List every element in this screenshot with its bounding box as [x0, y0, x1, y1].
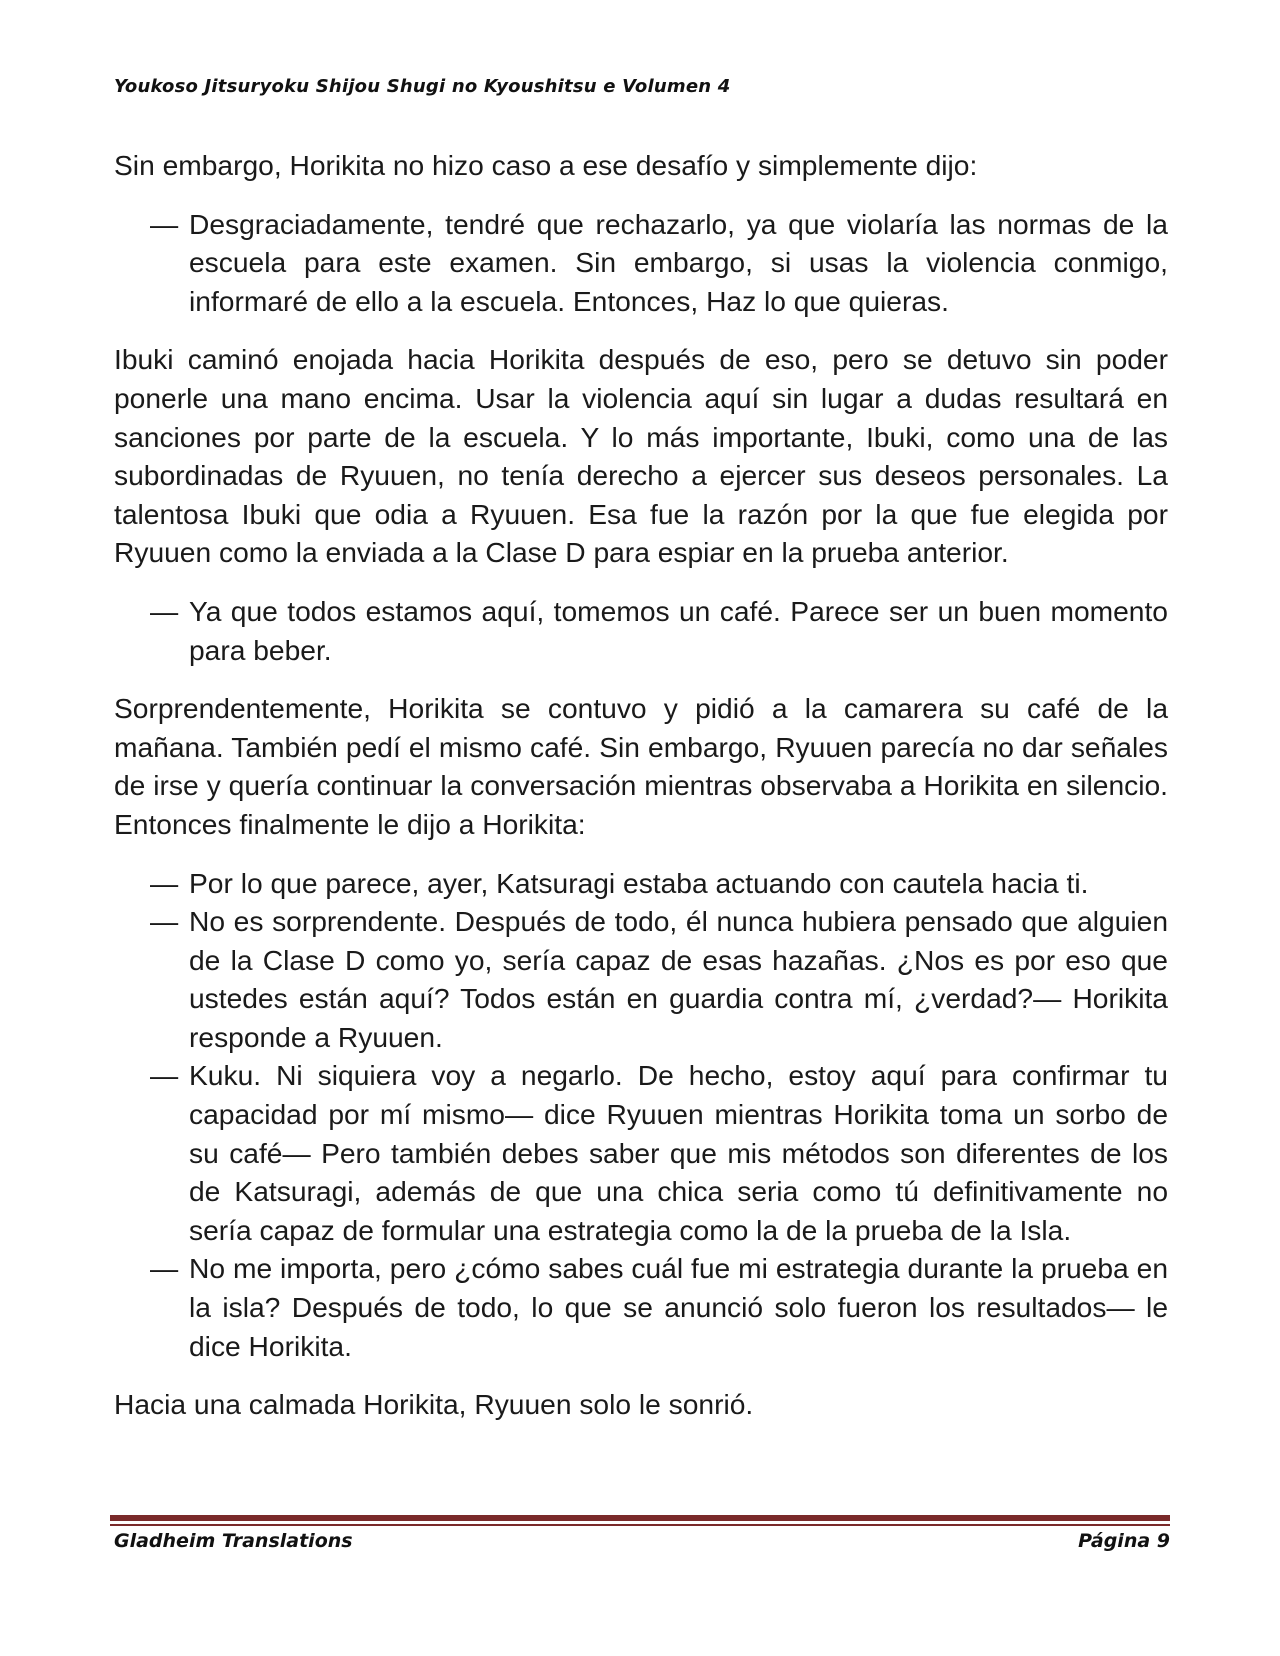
- paragraph: Sin embargo, Horikita no hizo caso a ese desafío y simplemente dijo:: [114, 149, 978, 181]
- em-dash: —: [150, 1059, 179, 1092]
- paragraph: Hacia una calmada Horikita, Ryuuen solo le sonrió.: [114, 1388, 754, 1421]
- page-body: [114, 146, 1168, 1444]
- dialogue-line: [114, 205, 1168, 321]
- page-number: Página 9: [1078, 1530, 1170, 1552]
- paragraph: Ibuki caminó enojada hacia Horikita después de eso, pero se detuvo sin poder ponerle una mano encima. Usar la violencia aquí sin lugar a dudas resultará en sanciones por parte de la escuela. Y lo más importante, Ibuki, como una de las subordinadas de Ryuuen, no tenía derecho a ejercer sus deseos personales. La talentosa Ibuki que odia a Ryuuen. Esa fue la razón por la que fue elegida por Ryuuen como la enviada a la Clase D para espiar en la prueba anterior.: [114, 343, 1168, 569]
- dialogue-line: [114, 592, 1168, 669]
- running-header: Youkoso Jitsuryoku Shijou Shugi no Kyoushitsu e Volumen 4: [114, 76, 731, 97]
- footer-translator: Gladheim Translations: [114, 1530, 353, 1552]
- em-dash: —: [150, 594, 179, 627]
- paragraph: Sorprendentemente, Horikita se contuvo y pidió a la camarera su café de la mañana. También pedí el mismo café. Sin embargo, Ryuuen parecía no dar señales de irse y quería continuar la conversación mientras observaba a Horikita en silencio. Entonces finalmente le dijo a Horikita:: [114, 692, 1168, 840]
- dialogue-line: [114, 864, 1168, 903]
- em-dash: —: [150, 905, 179, 938]
- dialogue-block: [114, 592, 1168, 669]
- dialogue-line: [114, 1056, 1168, 1249]
- dialogue-block: [114, 864, 1168, 1366]
- dialogue-text: No es sorprendente. Después de todo, él nunca hubiera pensado que alguien de la Clase D como yo, sería capaz de esas hazañas. ¿Nos es por eso que ustedes están aquí? Todos están en guardia contra mí, ¿verdad?— Horikita responde a Ryuuen.: [189, 905, 1168, 1053]
- dialogue-line: [114, 902, 1168, 1056]
- footer-rule-thin: [110, 1524, 1170, 1526]
- dialogue-text: No me importa, pero ¿cómo sabes cuál fue mi estrategia durante la prueba en la isla? Después de todo, lo que se anunció solo fueron los resultados— le dice Horikita.: [189, 1252, 1168, 1362]
- em-dash: —: [150, 1252, 179, 1285]
- dialogue-text: Por lo que parece, ayer, Katsuragi estaba actuando con cautela hacia ti.: [189, 866, 1089, 899]
- dialogue-text: Ya que todos estamos aquí, tomemos un café. Parece ser un buen momento para beber.: [189, 594, 1168, 666]
- dialogue-text: Desgraciadamente, tendré que rechazarlo, ya que violaría las normas de la escuela para este examen. Sin embargo, si usas la violencia conmigo, informaré de ello a la escuela. Entonces, Haz lo que quieras.: [189, 207, 1168, 317]
- dialogue-text: Kuku. Ni siquiera voy a negarlo. De hecho, estoy aquí para confirmar tu capacidad por mí mismo— dice Ryuuen mientras Horikita toma un sorbo de su café— Pero también debes saber que mis métodos son diferentes de los de Katsuragi, además de que una chica seria como tú definitivamente no sería capaz de formular una estrategia como la de la prueba de la Isla.: [189, 1059, 1168, 1246]
- footer-rule-thick: [110, 1515, 1170, 1521]
- dialogue-block: [114, 205, 1168, 321]
- dialogue-line: [114, 1249, 1168, 1365]
- em-dash: —: [150, 866, 179, 899]
- em-dash: —: [150, 207, 179, 240]
